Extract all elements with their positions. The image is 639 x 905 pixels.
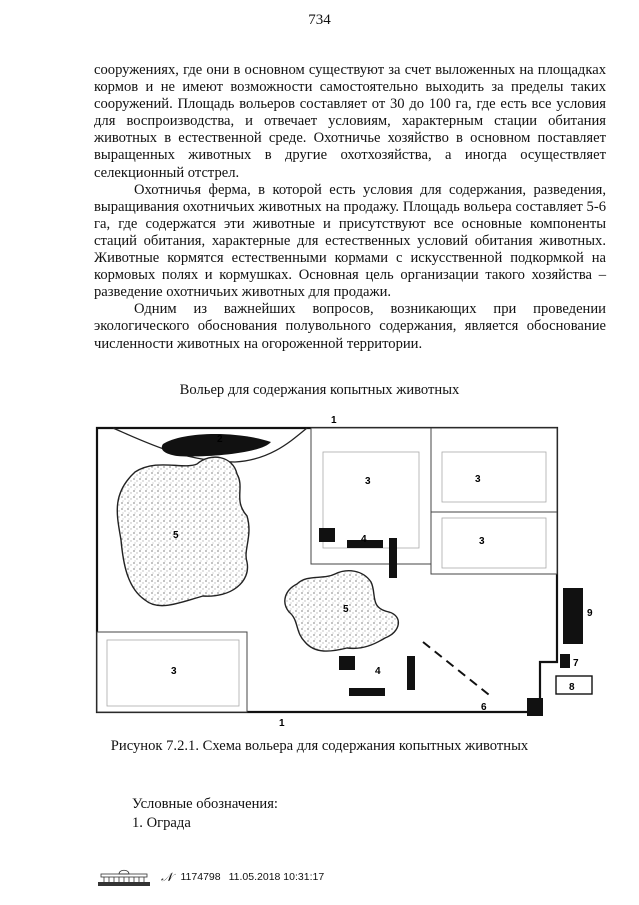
- label-field-b: 3: [475, 474, 481, 485]
- legend-item: 1. Ограда: [132, 815, 191, 831]
- feeder: [319, 528, 335, 542]
- page-number: 734: [308, 12, 331, 28]
- figure-caption: Рисунок 7.2.1. Схема вольера для содержания копытных животных: [110, 738, 529, 754]
- legend-title: Условные обозначения:: [132, 796, 278, 812]
- paragraph-3: Одним из важнейших вопросов, возникающих при проведении экологического обоснования полувольного содержания, является обоснование численности животных на огороженной территории.: [94, 301, 606, 352]
- figure-heading: Вольер для содержания копытных животных: [179, 382, 460, 398]
- gate-line: [423, 642, 493, 698]
- label-gate: 6: [481, 702, 487, 713]
- label-field-d: 3: [171, 666, 177, 677]
- label-feeders-lower: 4: [375, 666, 381, 677]
- label-box-7: 7: [573, 658, 579, 669]
- label-pond: 2: [217, 434, 223, 445]
- paragraph-1: сооружениях, где они в основном существуют за счет выложенных на площадках кормов и не имеют возможности самостоятельно выходить за пределы таких сооружений. Площадь вольеров составляет от 30 до 100 га, где есть все условия для воспроизводства, и отвечает условиям, характерным стации обитания животных в естественной среде. Охотничье хозяйство в основном поставляет выращенных животных в другие охотхозяйства, а иногда осуществляет селекционный отстрел.: [94, 62, 606, 181]
- forest-large: [117, 457, 249, 605]
- signature-mark: 𝒩: [161, 869, 173, 884]
- document-id: 1174798: [180, 871, 221, 883]
- body-text: [94, 62, 606, 353]
- document-footer: [95, 866, 324, 888]
- gate-block: [527, 698, 543, 716]
- label-forest-small: 5: [343, 604, 349, 615]
- enclosure-diagram: [85, 412, 615, 732]
- forest-small: [285, 571, 399, 651]
- field-right-top-right: [431, 428, 557, 512]
- label-box-9: 9: [587, 608, 593, 619]
- label-fence-bottom: 1: [279, 718, 285, 729]
- label-box-8: 8: [569, 682, 575, 693]
- paragraph-2: Охотничья ферма, в которой есть условия для содержания, разведения, выращивания охотничьих животных на продажу. Площадь вольера составляет 5-6 га, где содержатся эти животные и присутствуют все основные компоненты стаций обитания, характерные для естественных условий обитания животных. Животные кормятся естественными кормами с искусственной подкормкой на кормовых полях и кормушках. Основная цель организации такого хозяйства – разведение охотничьих животных для продажи.: [94, 181, 606, 301]
- feeder: [407, 656, 415, 690]
- box-9: [563, 588, 583, 644]
- document-datetime: 11.05.2018 10:31:17: [228, 871, 325, 883]
- feeder: [349, 688, 385, 696]
- label-feeders-upper: 4: [361, 534, 367, 545]
- label-field-c: 3: [479, 536, 485, 547]
- field-right-middle: [431, 512, 557, 574]
- box-7: [560, 654, 570, 668]
- label-fence-top: 1: [331, 415, 337, 426]
- label-field-a: 3: [365, 476, 371, 487]
- feeder: [389, 538, 397, 578]
- building-emblem-icon: [95, 867, 153, 887]
- label-forest-large: 5: [173, 530, 179, 541]
- feeder: [339, 656, 355, 670]
